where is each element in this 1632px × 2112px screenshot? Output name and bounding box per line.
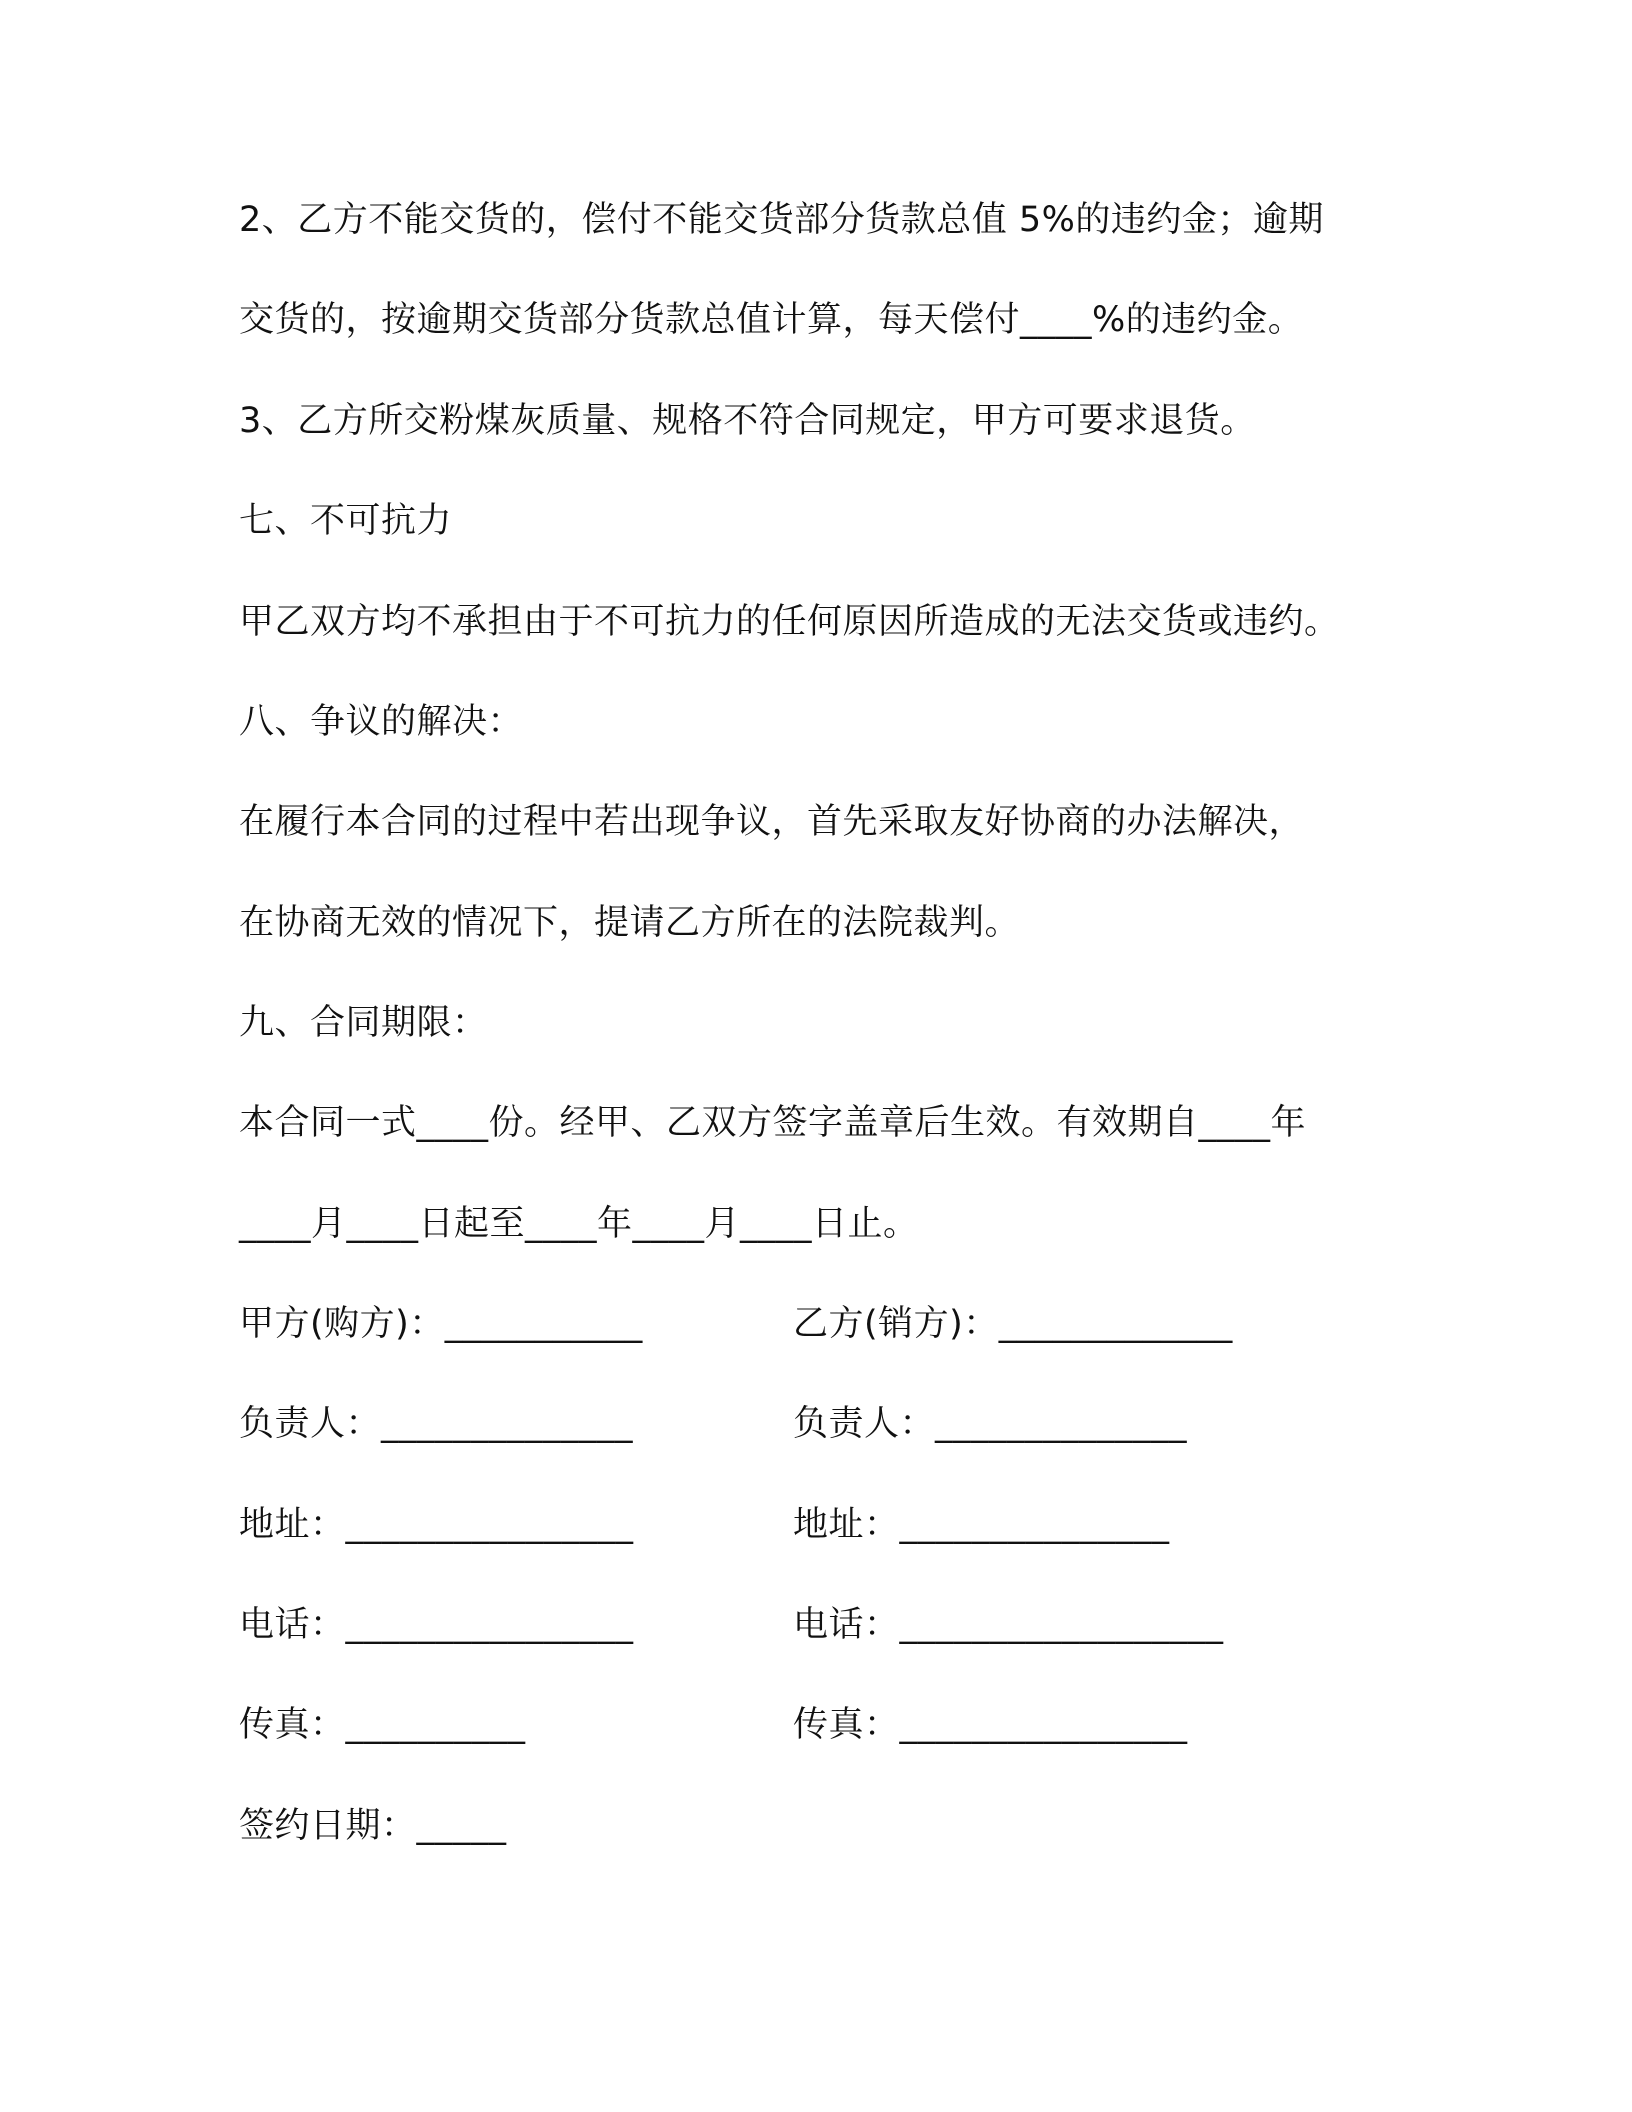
party-b-address-field: 地址：_______________ [793,1505,1170,1545]
clause-3: 3、乙方所交粉煤灰质量、规格不符合同规定，甲方可要求退货。 [239,401,1256,441]
section-heading-force-majeure: 七、不可抗力 [239,501,453,541]
section-heading-dispute: 八、争议的解决： [239,702,524,742]
party-a-person-field: 负责人：______________ [239,1404,634,1444]
clause-2-line-1: 2、乙方不能交货的，偿付不能交货部分货款总值 5%的违约金；逾期 [239,200,1324,240]
party-a-phone-field: 电话：________________ [239,1605,634,1645]
sign-date-field: 签约日期：_____ [239,1806,507,1846]
party-a-field: 甲方(购方)：___________ [239,1304,643,1344]
party-b-field: 乙方(销方)：_____________ [793,1304,1233,1344]
party-b-person-field: 负责人：______________ [793,1404,1188,1444]
party-b-fax-field: 传真：________________ [793,1705,1188,1745]
force-majeure-text: 甲乙双方均不承担由于不可抗力的任何原因所造成的无法交货或违约。 [239,602,1340,642]
dispute-text-line-2: 在协商无效的情况下，提请乙方所在的法院裁判。 [239,903,1021,943]
clause-2-line-2: 交货的，按逾期交货部分货款总值计算，每天偿付____%的违约金。 [239,300,1304,340]
term-text-line-1: 本合同一式____份。经甲、乙双方签字盖章后生效。有效期自____年 [239,1103,1307,1143]
party-a-fax-field: 传真：__________ [239,1705,526,1745]
term-text-line-2: ____月____日起至____年____月____日止。 [239,1204,919,1244]
dispute-text-line-1: 在履行本合同的过程中若出现争议，首先采取友好协商的办法解决， [239,802,1305,842]
section-heading-term: 九、合同期限： [239,1003,488,1043]
party-a-address-field: 地址：________________ [239,1505,634,1545]
party-b-phone-field: 电话：__________________ [793,1605,1224,1645]
